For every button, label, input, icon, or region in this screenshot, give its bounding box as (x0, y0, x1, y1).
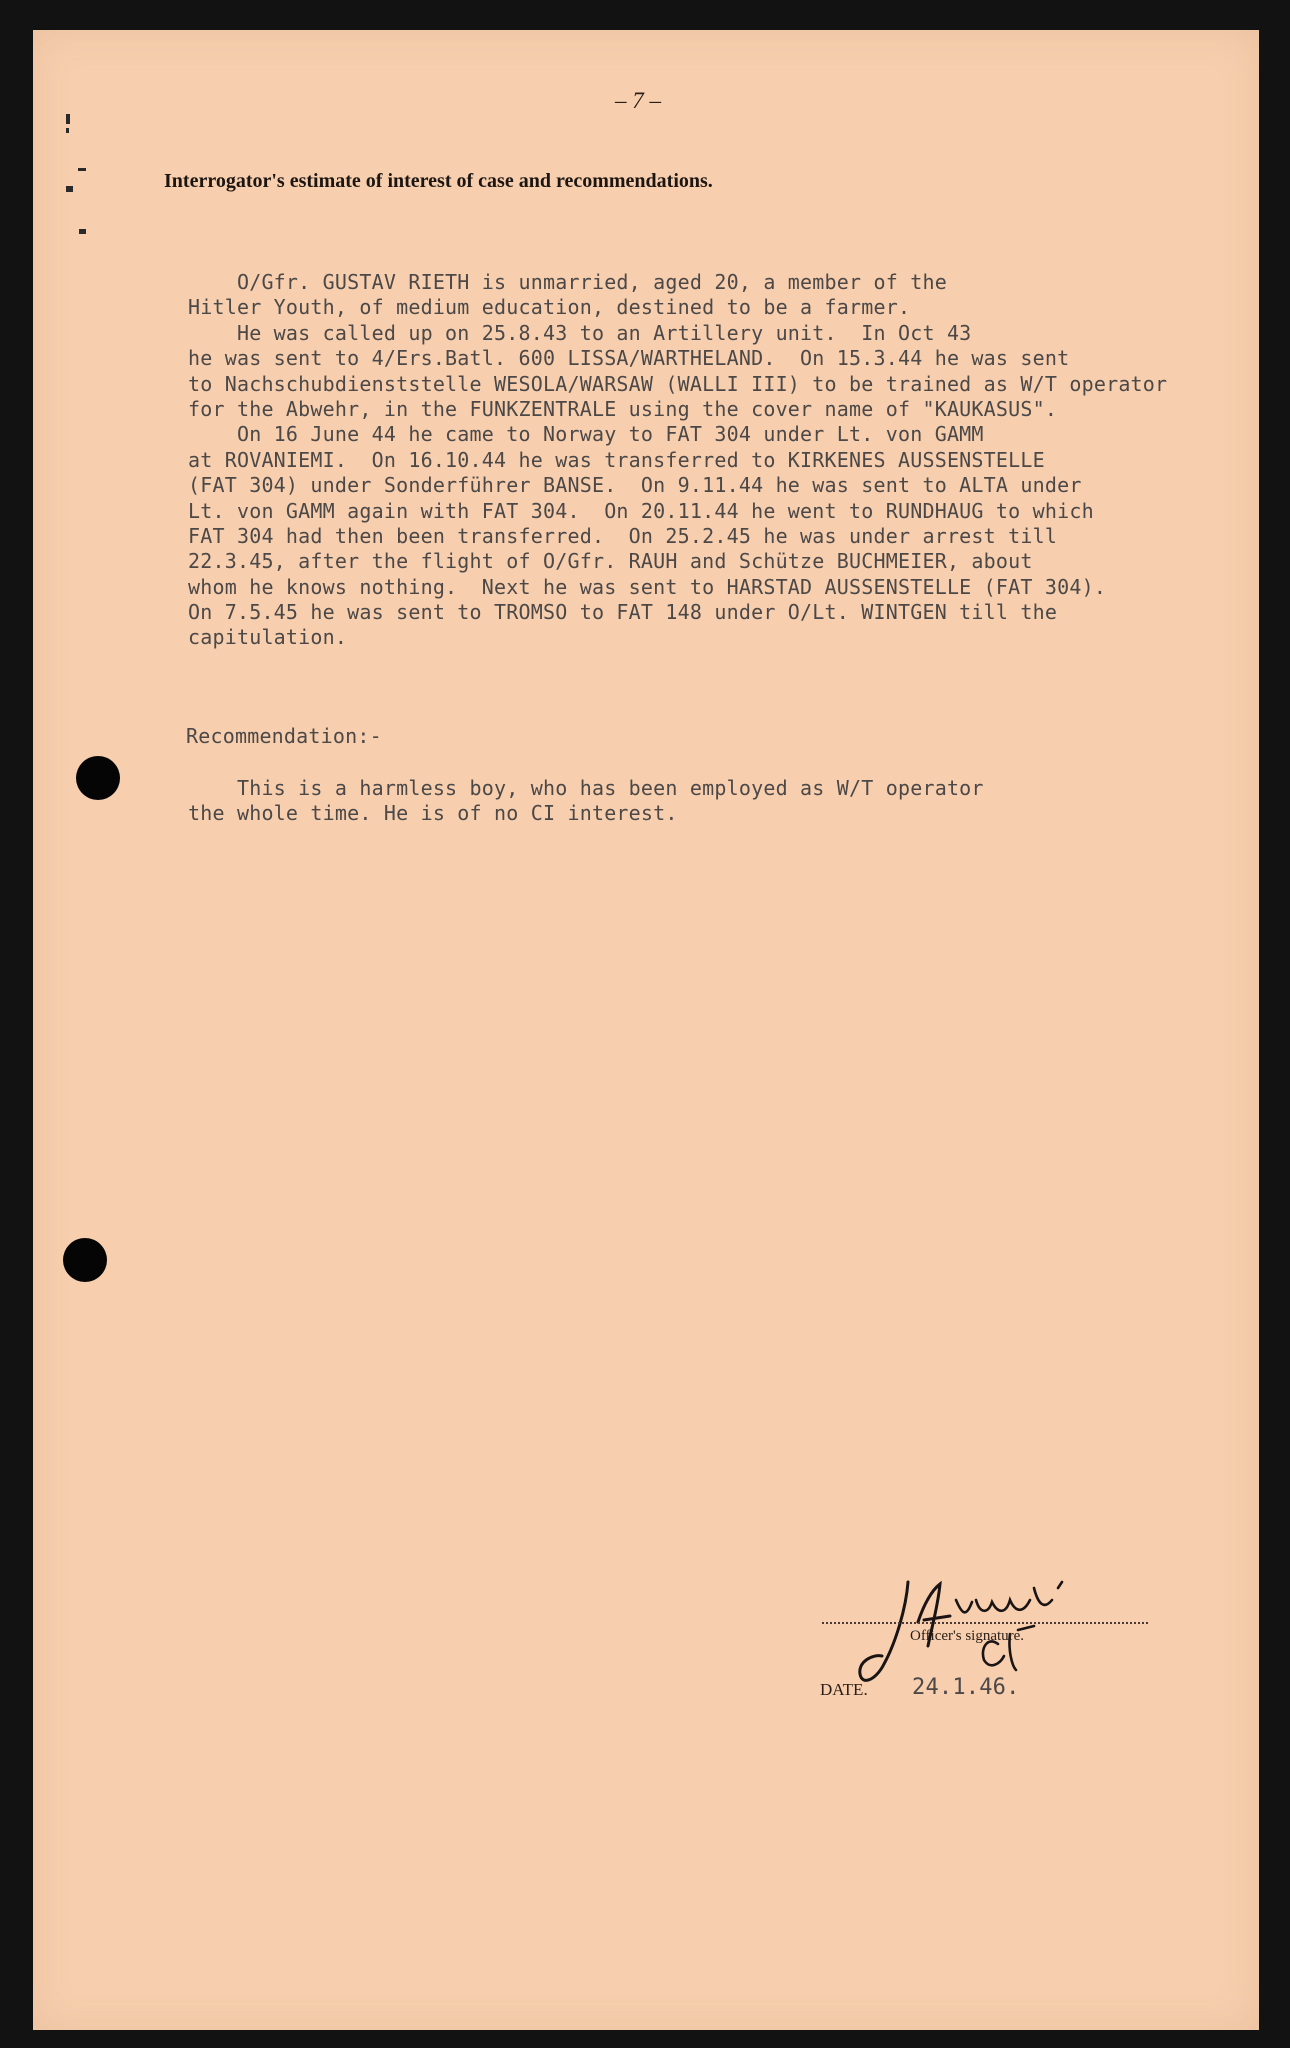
section-heading: Interrogator's estimate of interest of case and recommendations. (164, 170, 713, 192)
margin-mark (66, 114, 70, 124)
date-value: 24.1.46. (912, 1675, 1020, 1700)
body-line: Lt. von GAMM again with FAT 304. On 20.11.44 he went to RUNDHAUG to which (188, 498, 1094, 523)
body-line: he was sent to 4/Ers.Batl. 600 LISSA/WARTHELAND. On 15.3.44 he was sent (188, 346, 1070, 371)
interrogation-summary (188, 270, 1248, 651)
signature-label: Officer's signature. (910, 1628, 1025, 1644)
signature-line (822, 1622, 1148, 1624)
recommendation-text (188, 776, 984, 827)
margin-mark (78, 168, 86, 171)
body-line: 22.3.45, after the flight of O/Gfr. RAUH and Schütze BUCHMEIER, about (188, 549, 1033, 574)
margin-mark (66, 128, 69, 133)
body-line: to Nachschubdienststelle WESOLA/WARSAW (WALLI III) to be trained as W/T operator (188, 371, 1168, 396)
body-line: O/Gfr. GUSTAV RIETH is unmarried, aged 20, a member of the (188, 270, 947, 294)
body-line: Hitler Youth, of medium education, destined to be a farmer. (188, 295, 911, 320)
recommendation-line: the whole time. He is of no CI interest. (188, 801, 678, 826)
page-number: – 7 – (615, 88, 661, 113)
body-line: at ROVANIEMI. On 16.10.44 he was transferred to KIRKENES AUSSENSTELLE (188, 447, 1045, 472)
body-line: capitulation. (188, 625, 348, 650)
body-line: He was called up on 25.8.43 to an Artillery unit. In Oct 43 (188, 320, 972, 345)
body-line: On 7.5.45 he was sent to TROMSO to FAT 148 under O/Lt. WINTGEN till the (188, 600, 1058, 625)
body-line: whom he knows nothing. Next he was sent to HARSTAD AUSSENSTELLE (FAT 304). (188, 574, 1107, 599)
punch-hole (76, 756, 120, 800)
recommendation-line: This is a harmless boy, who has been employed as W/T operator (188, 776, 984, 800)
body-line: for the Abwehr, in the FUNKZENTRALE using the cover name of "KAUKASUS". (188, 396, 1058, 421)
body-line: (FAT 304) under Sonderführer BANSE. On 9.11.44 he was sent to ALTA under (188, 473, 1082, 498)
margin-mark (79, 229, 86, 234)
recommendation-label: Recommendation:- (186, 724, 382, 748)
body-line: FAT 304 had then been transferred. On 25.2.45 he was under arrest till (188, 523, 1058, 548)
date-label: DATE. (820, 1680, 868, 1699)
body-line: On 16 June 44 he came to Norway to FAT 304 under Lt. von GAMM (188, 422, 984, 447)
margin-mark (66, 186, 73, 192)
punch-hole (63, 1238, 107, 1282)
